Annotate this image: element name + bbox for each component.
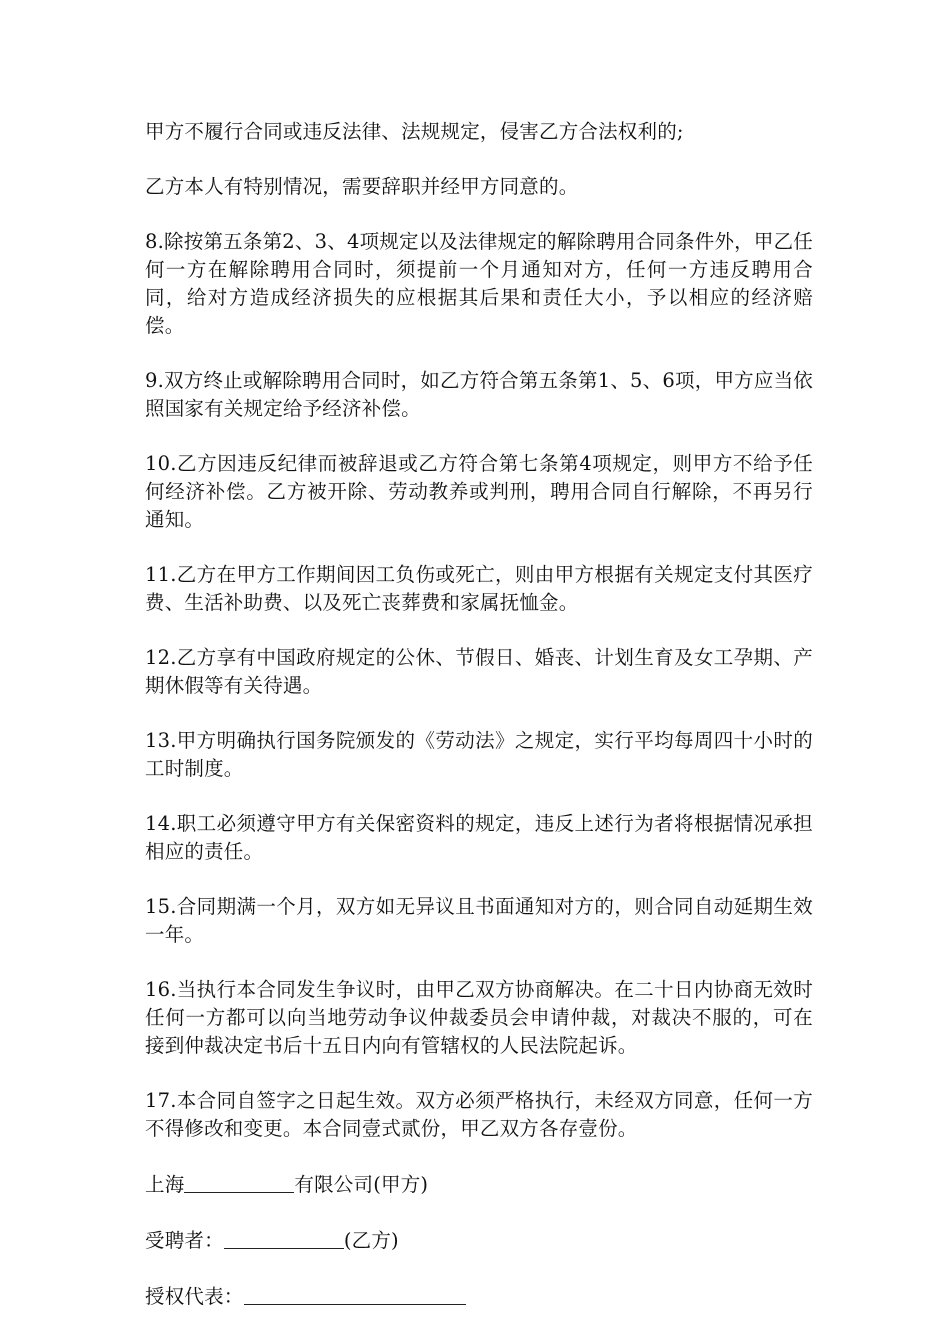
signature-representative-line	[145, 1282, 813, 1311]
representative-label: 授权代表：	[145, 1285, 244, 1308]
paragraph-clause-16: 16.当执行本合同发生争议时，由甲乙双方协商解决。在二十日内协商无效时任何一方都可以向当地劳动争议仲裁委员会申请仲裁，对裁决不服的，可在接到仲裁决定书后十五日内向有管辖权的人民法院起诉。	[145, 978, 813, 1057]
company-prefix: 上海	[145, 1173, 185, 1196]
paragraph-clause-10: 10.乙方因违反纪律而被辞退或乙方符合第七条第4项规定，则甲方不给予任何经济补偿。乙方被开除、劳动教养或判刑，聘用合同自行解除，不再另行通知。	[145, 452, 813, 531]
paragraph-clause-8: 8.除按第五条第2、3、4项规定以及法律规定的解除聘用合同条件外，甲乙任何一方在解除聘用合同时，须提前一个月通知对方，任何一方违反聘用合同，给对方造成经济损失的应根据其后果和责任大小，予以相应的经济赔偿。	[145, 230, 813, 337]
paragraph-1: 甲方不履行合同或违反法律、法规规定，侵害乙方合法权利的;	[145, 120, 684, 143]
paragraph-clause-12: 12.乙方享有中国政府规定的公休、节假日、婚丧、计划生育及女工孕期、产期休假等有关待遇。	[145, 646, 813, 697]
paragraph-clause-14: 14.职工必须遵守甲方有关保密资料的规定，违反上述行为者将根据情况承担相应的责任。	[145, 812, 813, 863]
paragraph-2: 乙方本人有特别情况，需要辞职并经甲方同意的。	[145, 175, 579, 198]
paragraph-clause-13: 13.甲方明确执行国务院颁发的《劳动法》之规定，实行平均每周四十小时的工时制度。	[145, 729, 813, 780]
paragraph-clause-17: 17.本合同自签字之日起生效。双方必须严格执行，未经双方同意，任何一方不得修改和变更。本合同壹式贰份，甲乙双方各存壹份。	[145, 1089, 813, 1140]
company-suffix: 有限公司(甲方)	[294, 1173, 429, 1196]
representative-name-blank	[244, 1282, 466, 1305]
signature-company-line	[145, 1170, 813, 1199]
employee-name-blank	[224, 1226, 344, 1249]
employee-suffix: (乙方)	[343, 1229, 399, 1252]
employee-label: 受聘者：	[145, 1229, 224, 1252]
paragraph-clause-9: 9.双方终止或解除聘用合同时，如乙方符合第五条第1、5、6项，甲方应当依照国家有关规定给予经济补偿。	[145, 369, 813, 420]
signature-employee-line	[145, 1226, 813, 1255]
document-body	[145, 118, 813, 1338]
paragraph-clause-15: 15.合同期满一个月，双方如无异议且书面通知对方的，则合同自动延期生效一年。	[145, 895, 813, 946]
company-name-blank	[184, 1170, 294, 1193]
paragraph-clause-11: 11.乙方在甲方工作期间因工负伤或死亡，则由甲方根据有关规定支付其医疗费、生活补助费、以及死亡丧葬费和家属抚恤金。	[145, 563, 813, 614]
